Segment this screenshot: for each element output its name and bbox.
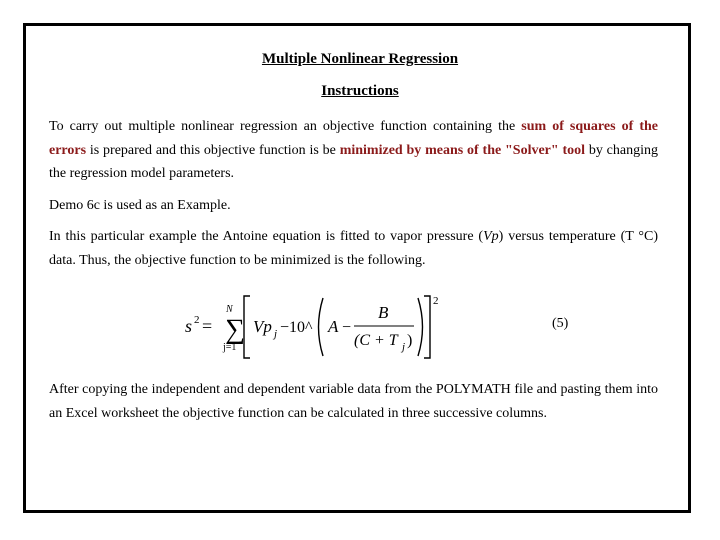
eq-sum-symbol: ∑: [225, 314, 245, 345]
intro-text-1: To carry out multiple nonlinear regression an objective function containing the: [49, 119, 522, 134]
eq-left-paren: [319, 298, 324, 356]
eq-lhs: s: [185, 316, 193, 336]
highlight-solver-tool: minimized by means of the "Solver" tool: [339, 142, 586, 158]
highlight-sum-of-squares: sum of squares of the errors: [49, 119, 658, 158]
eq-right-paren: [418, 298, 423, 356]
intro-text-3: by changing the regression model parameters.: [49, 142, 658, 181]
eq-denominator-subscript: j: [402, 341, 406, 353]
eq-vp-subscript: j: [274, 328, 278, 340]
eq-sum-lower: j=1: [223, 342, 237, 353]
slide-title: Multiple Nonlinear Regression: [261, 51, 459, 67]
example-text-2: ) versus temperature (T °C) data. Thus, the objective function to be minimized is the following.: [49, 229, 659, 268]
eq-lhs-exponent: 2: [194, 314, 200, 326]
eq-right-bracket: [424, 296, 430, 358]
eq-outer-exponent: 2: [433, 295, 439, 307]
intro-text-2: is prepared and this objective function is be: [86, 142, 340, 158]
eq-equals: =: [202, 316, 213, 336]
eq-vp: Vp: [253, 317, 272, 336]
eq-denominator-close: ): [407, 332, 413, 349]
vp-symbol: Vp: [483, 229, 499, 244]
closing-paragraph: After copying the independent and dependent variable data from the POLYMATH file and pasting them into an Excel worksheet the objective function can be calculated in three successive columns.: [49, 382, 658, 421]
eq-minus-ten: −10^: [280, 319, 313, 336]
eq-denominator: (C + T: [354, 332, 398, 349]
example-text-1: In this particular example the Antoine equation is fitted to vapor pressure (: [49, 229, 484, 244]
eq-minus: −: [342, 319, 352, 336]
objective-function-equation: [180, 290, 450, 362]
eq-b: B: [378, 303, 389, 322]
eq-sum-upper: N: [226, 304, 233, 315]
demo-paragraph: Demo 6c is used as an Example.: [49, 198, 231, 213]
intro-paragraph: [49, 115, 658, 186]
example-paragraph: [49, 225, 658, 272]
slide-subtitle: Instructions: [321, 83, 399, 99]
eq-a: A: [328, 317, 339, 336]
equation-number: (5): [552, 316, 569, 331]
